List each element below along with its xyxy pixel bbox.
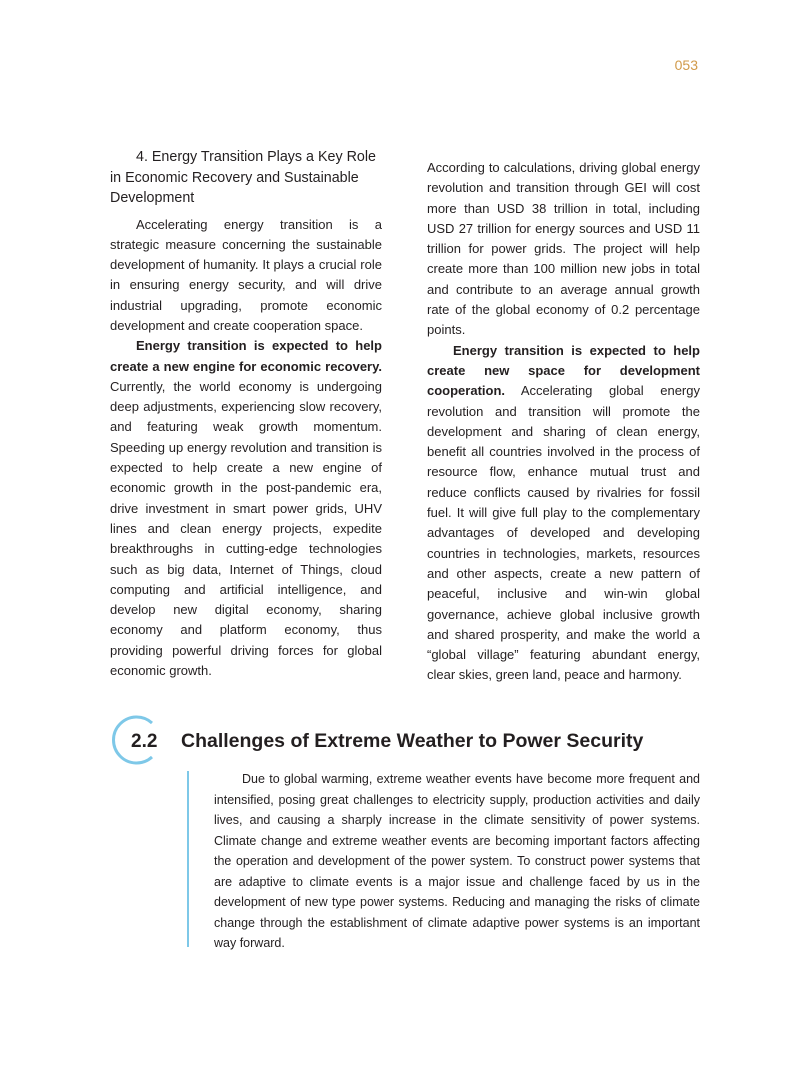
- left-paragraph-2-lead: Energy transition is expected to help create a new engine for economic recovery.: [110, 338, 382, 374]
- left-paragraph-2-text: Currently, the world economy is undergoing deep adjustments, experiencing slow recovery, and featuring weak growth momentum. Speeding up energy revolution and transition is expected to help create a new engine of economic growth in the post-pandemic era, drive investment in smart power grids, UHV lines and clean energy projects, expedite breakthroughs in cutting-edge technologies such as big data, Internet of Things, cloud computing and artificial intelligence, and develop new digital economy, sharing economy and platform economy, thus providing powerful driving forces for global economic growth.: [110, 378, 382, 679]
- subsection-heading: 4. Energy Transition Plays a Key Role in Economic Recovery and Sustainable Development: [110, 149, 376, 206]
- right-paragraph-1: According to calculations, driving global energy revolution and transition through GEI will cost more than USD 38 trillion in total, including USD 27 trillion for energy sources and USD 11 trillion for power grids. The project will help create more than 100 million new jobs in total and contribute to an average annual growth rate of the global economy of 0.2 percentage points.: [427, 160, 700, 338]
- section-title: Challenges of Extreme Weather to Power Security: [181, 730, 644, 752]
- left-paragraph-2: [110, 336, 382, 681]
- section-accent-bar: [187, 771, 189, 947]
- right-paragraph-2-lead: Energy transition is expected to help create new space for development cooperation.: [427, 342, 700, 399]
- right-paragraph-2: [427, 341, 700, 686]
- section-body: Due to global warming, extreme weather events have become more frequent and intensified, posing great challenges to electricity supply, production activities and daily lives, and causing a sharply increase in the climate sensitivity of power systems. Climate change and extreme weather events are becoming important factors affecting the operation and development of the power system. To construct power systems that are adaptive to climate events is a major issue and challenge faced by us in the development of new type power systems. Reducing and managing the risks of climate change through the establishment of climate adaptive power systems is an important way forward.: [214, 772, 700, 950]
- left-column: [110, 147, 382, 681]
- right-column: [427, 158, 700, 686]
- page-number: 053: [674, 57, 698, 73]
- section-number: 2.2: [131, 731, 158, 752]
- left-paragraph-1: Accelerating energy transition is a strategic measure concerning the sustainable development of humanity. It plays a crucial role in ensuring energy security, and will drive industrial upgrading, promote economic development and create cooperation space.: [110, 216, 382, 333]
- right-paragraph-2-text: Accelerating global energy revolution and transition will promote the development and sharing of clean energy, benefit all countries involved in the process of resource flow, enhance mutual trust and reduce conflicts caused by rivalries for fossil fuel. It will give full play to the complementary advantages of developed and developing countries in technologies, markets, resources and other aspects, create a new pattern of peaceful, inclusive and win-win global governance, achieve global inclusive growth and shared prosperity, and make the world a “global village” featuring abundant energy, clear skies, green land, peace and harmony.: [427, 383, 700, 683]
